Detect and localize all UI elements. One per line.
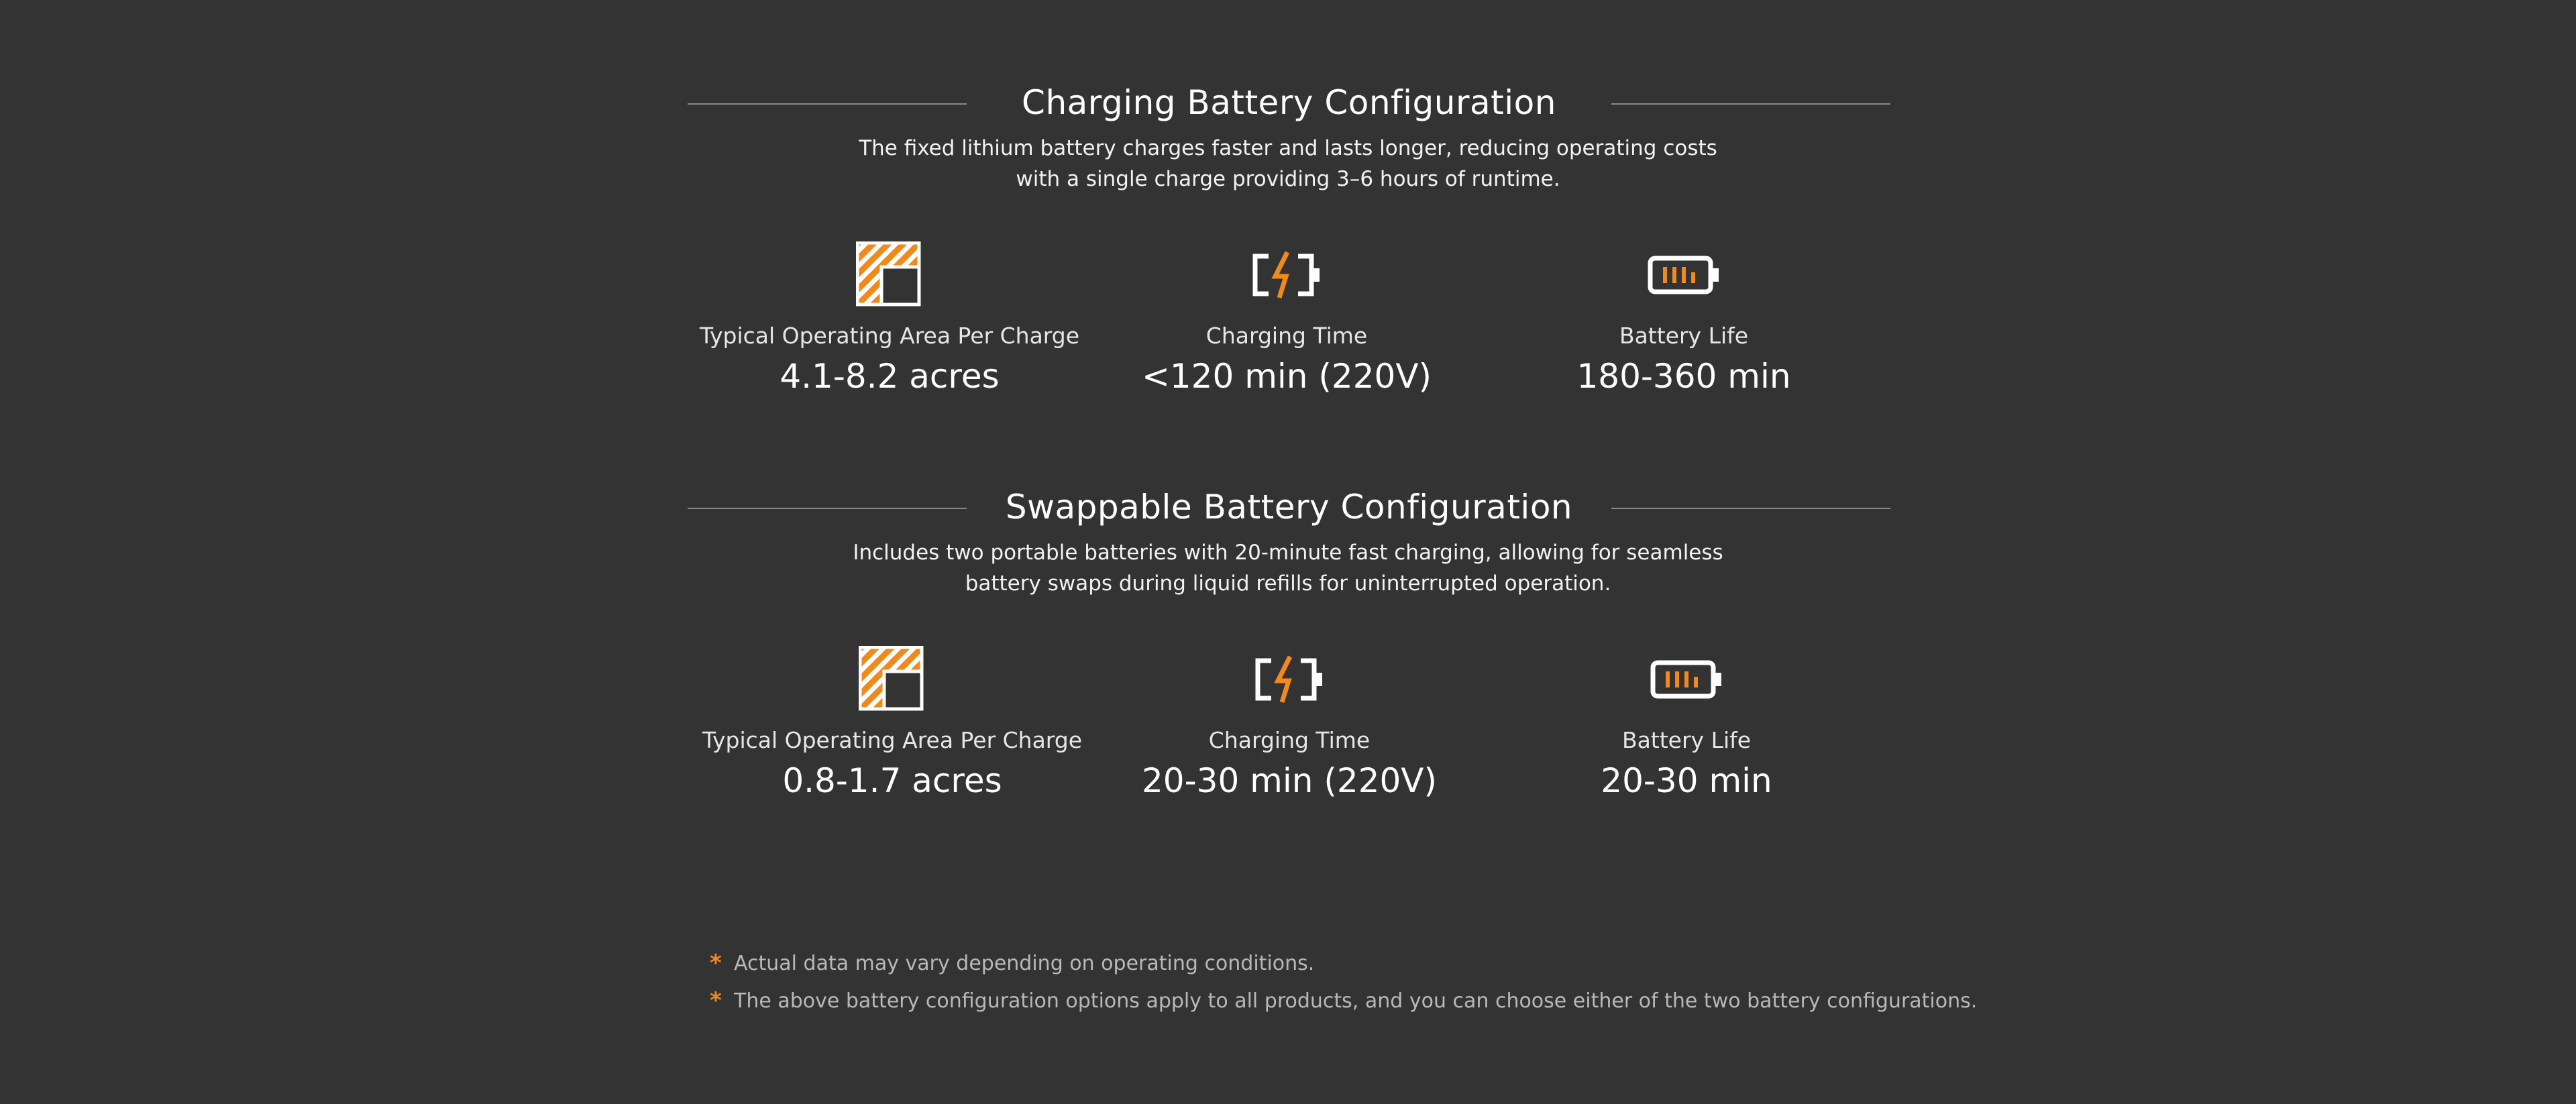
battery-icon bbox=[1647, 241, 1721, 309]
footnote-text: The above battery configuration options apply to all products, and you can choose either of the two battery configurations. bbox=[734, 989, 1978, 1013]
charging-icon bbox=[1252, 646, 1326, 713]
title-divider-right bbox=[1611, 103, 1890, 105]
footnote-item bbox=[710, 982, 2051, 1019]
stat-operating-area bbox=[682, 241, 1097, 397]
stat-battery-life bbox=[1479, 646, 1894, 802]
battery-icon bbox=[1650, 646, 1723, 713]
stat-value: 20-30 min (220V) bbox=[1141, 761, 1437, 800]
area-icon bbox=[859, 646, 926, 713]
stat-charging-time bbox=[1079, 241, 1495, 397]
section-title-row bbox=[688, 79, 1890, 126]
stat-label: Charging Time bbox=[1205, 323, 1368, 349]
section-description bbox=[818, 133, 1758, 195]
description-line: battery swaps during liquid refills for uninterrupted operation. bbox=[965, 571, 1611, 596]
stat-label: Battery Life bbox=[1619, 323, 1749, 349]
stat-value: 180-360 min bbox=[1576, 357, 1791, 396]
section-description bbox=[818, 537, 1758, 599]
description-line: Includes two portable batteries with 20-minute fast charging, allowing for seamless bbox=[853, 541, 1723, 565]
footnotes bbox=[710, 944, 2051, 1019]
stat-label: Charging Time bbox=[1208, 727, 1371, 753]
stat-label: Battery Life bbox=[1621, 727, 1752, 753]
section-title-row bbox=[688, 484, 1890, 531]
description-line: with a single charge providing 3–6 hours of runtime. bbox=[1016, 167, 1560, 191]
footnote-item bbox=[710, 944, 2051, 982]
asterisk-icon: * bbox=[710, 987, 722, 1014]
footnote-text: Actual data may vary depending on operating conditions. bbox=[734, 951, 1315, 975]
charging-icon bbox=[1250, 241, 1324, 309]
section-title: Swappable Battery Configuration bbox=[1005, 488, 1573, 527]
title-divider-right bbox=[1611, 508, 1890, 509]
stat-battery-life bbox=[1476, 241, 1892, 397]
stat-value: <120 min (220V) bbox=[1141, 357, 1432, 396]
stat-label: Typical Operating Area Per Charge bbox=[699, 323, 1080, 349]
stat-charging-time bbox=[1081, 646, 1497, 802]
stat-label: Typical Operating Area Per Charge bbox=[702, 727, 1083, 753]
stat-value: 0.8-1.7 acres bbox=[782, 761, 1002, 800]
stat-value: 20-30 min bbox=[1601, 761, 1772, 800]
description-line: The fixed lithium battery charges faster and lasts longer, reducing operating costs bbox=[859, 136, 1717, 160]
section-title: Charging Battery Configuration bbox=[1022, 83, 1556, 122]
stat-value: 4.1-8.2 acres bbox=[780, 357, 1000, 396]
asterisk-icon: * bbox=[710, 950, 722, 977]
stat-operating-area bbox=[684, 646, 1100, 802]
area-icon bbox=[856, 241, 923, 309]
